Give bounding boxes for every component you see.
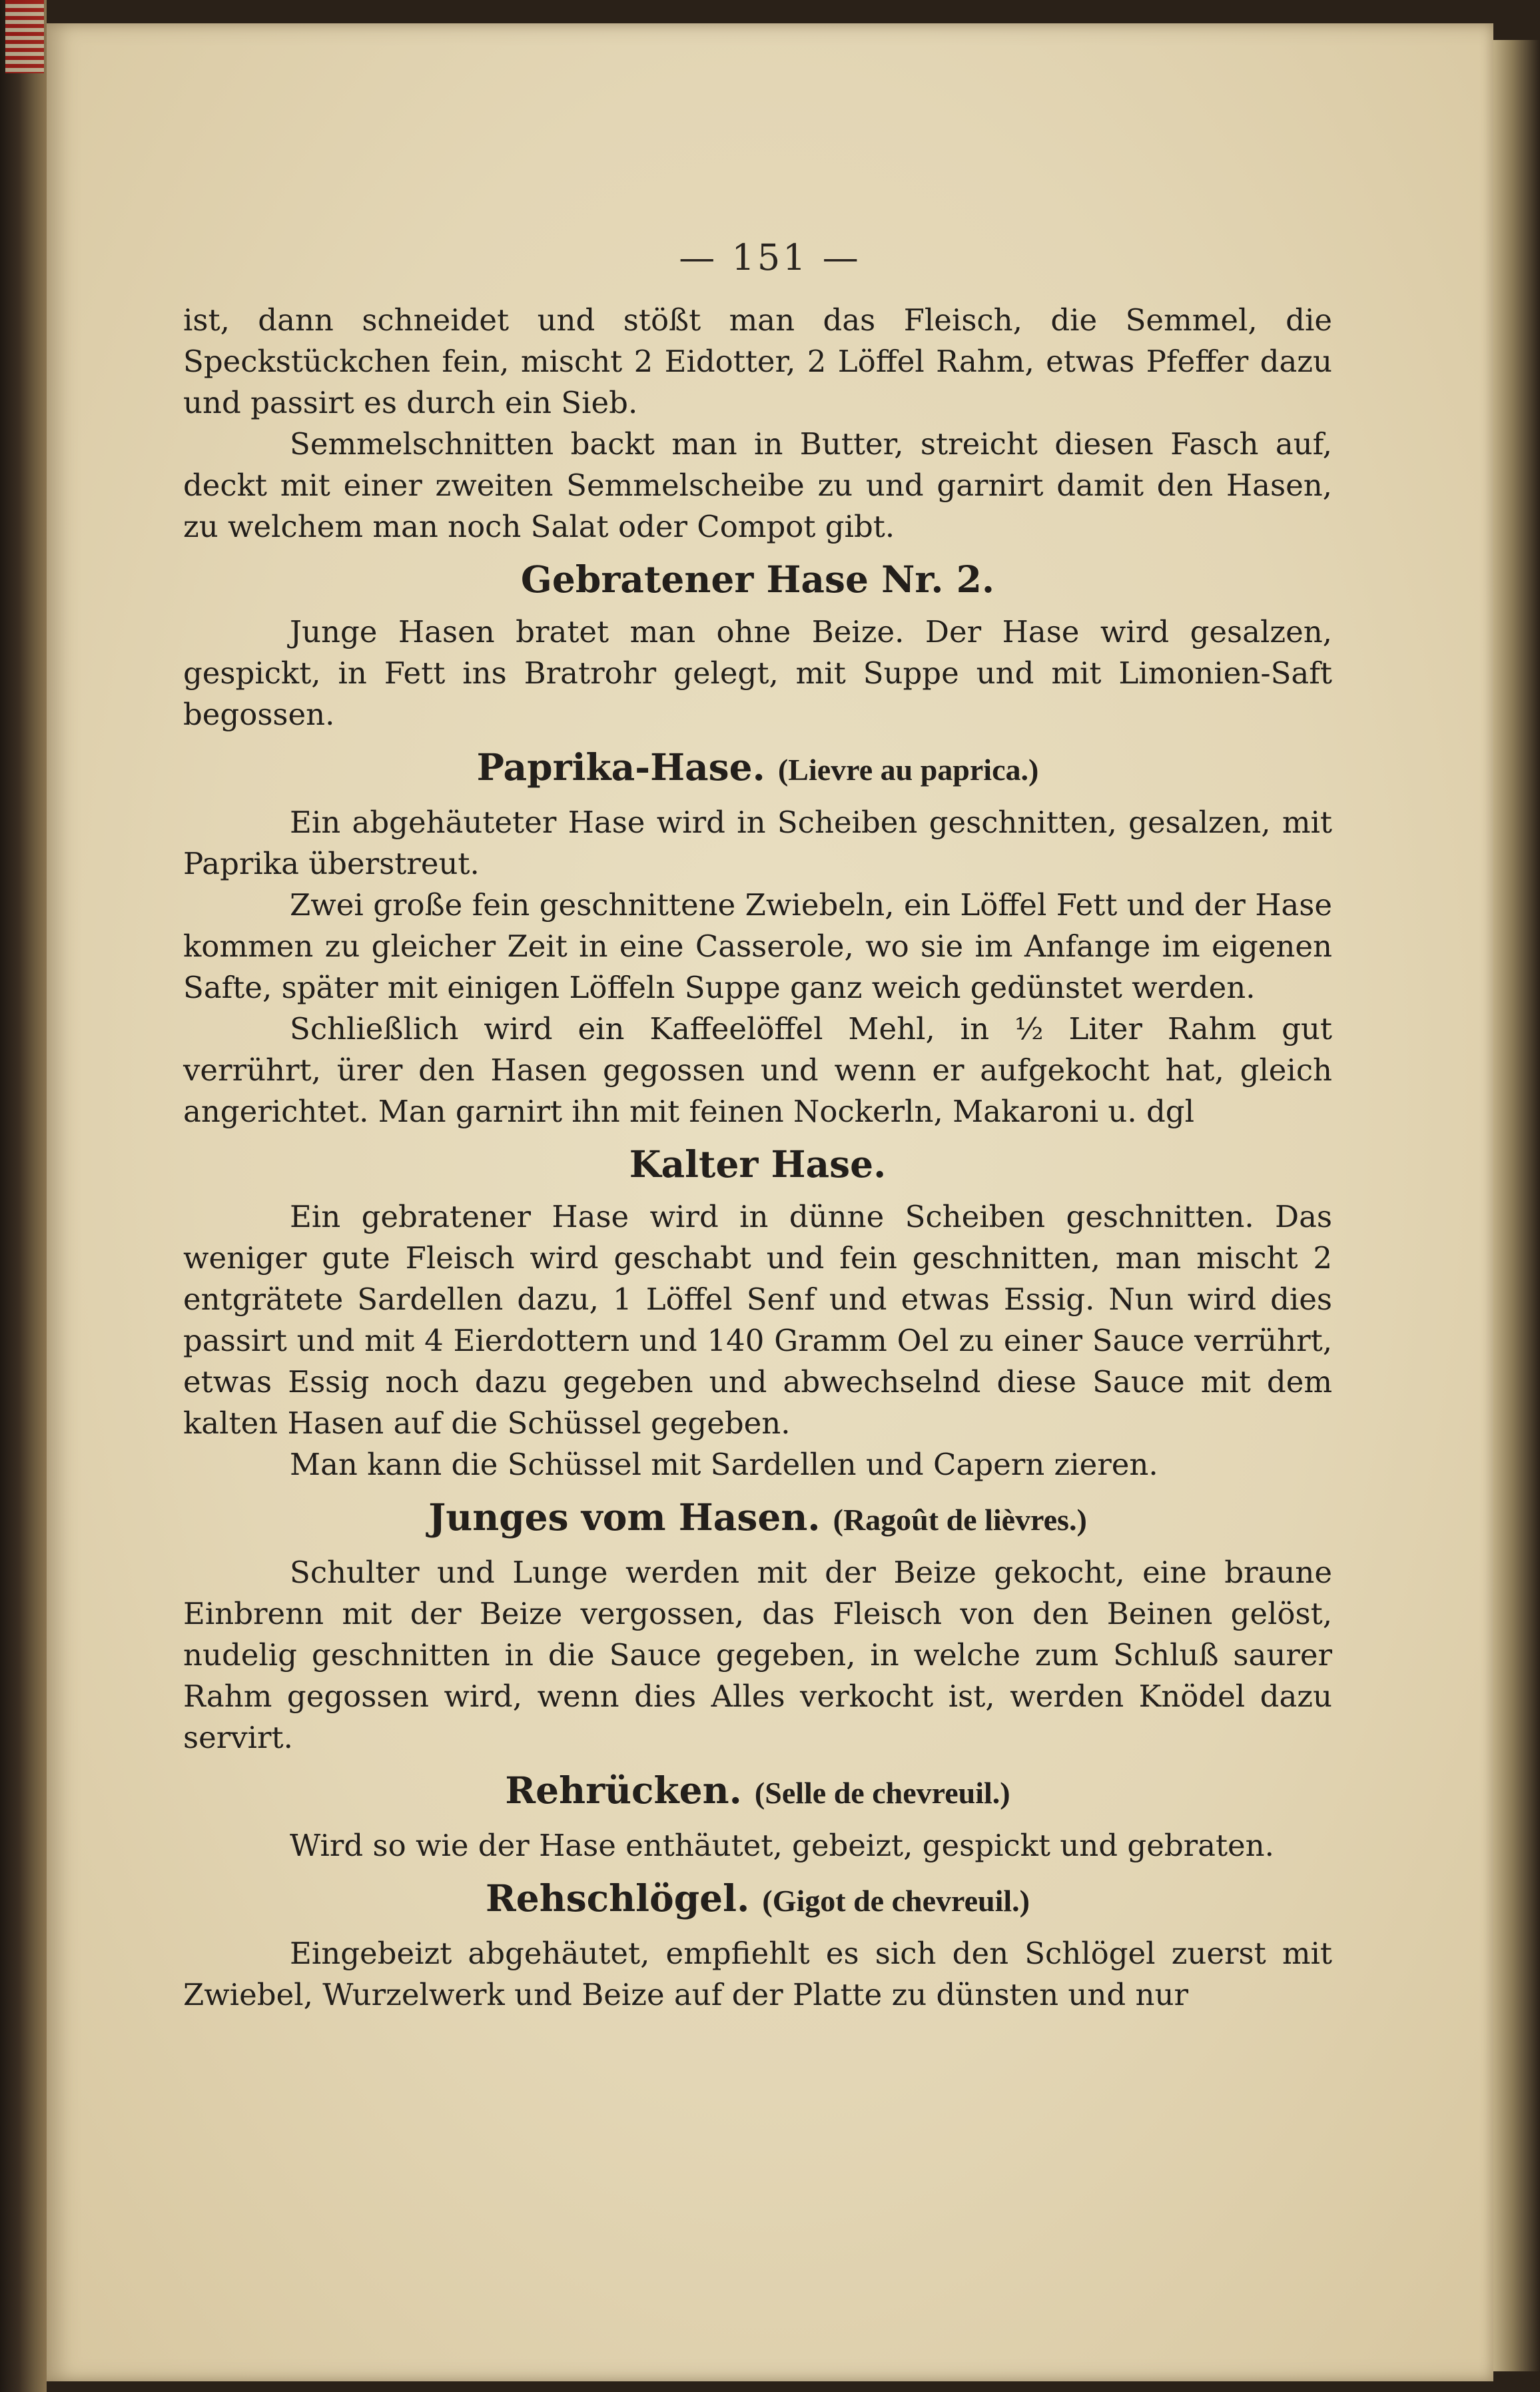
section-title: Junges vom Hasen. (Ragoût de lièvres.) xyxy=(428,1495,1087,1539)
paragraph: Junge Hasen bratet man ohne Beize. Der Hase wird gesalzen, gespickt, in Fett ins Bratrohr gelegt, mit Suppe und mit Limonien-Saft begossen. xyxy=(183,614,1332,732)
ribbon-marker xyxy=(5,0,44,73)
section-title: Paprika-Hase. (Lievre au paprica.) xyxy=(476,745,1039,789)
paragraph: ist, dann schneidet und stößt man das Fleisch, die Semmel, die Speckstückchen fein, mischt 2 Eidotter, 2 Löffel Rahm, etwas Pfeffer dazu und passirt es durch ein Sieb. xyxy=(183,302,1332,420)
section-title: Rehrücken. (Selle de chevreuil.) xyxy=(505,1769,1010,1812)
paragraph: Zwei große fein geschnittene Zwiebeln, ein Löffel Fett und der Hase kommen zu gleicher Zeit in eine Casserole, wo sie im Anfange im eigenen Safte, später mit einigen Löffeln Suppe ganz weich gedünstet werden. xyxy=(183,887,1332,1005)
paragraph: Eingebeizt abgehäutet, empfiehlt es sich den Schlögel zuerst mit Zwiebel, Wurzelwerk und Beize auf der Platte zu dünsten und nur xyxy=(183,1936,1332,2012)
page-number: — 151 — xyxy=(679,236,861,278)
paragraph: Schulter und Lunge werden mit der Beize gekocht, eine braune Einbrenn mit der Beize vergossen, das Fleisch von den Beinen gelöst, nudelig geschnitten in die Sauce gegeben, in welche zum Schluß saurer Rahm gegossen wird, wenn dies Alles verkocht ist, werden Knödel dazu servirt. xyxy=(183,1555,1332,1755)
paragraph: Semmelschnitten backt man in Butter, streicht diesen Fasch auf, deckt mit einer zweiten Semmelscheibe zu und garnirt damit den Hasen, zu welchem man noch Salat oder Compot gibt. xyxy=(183,426,1332,544)
paragraph: Ein abgehäuteter Hase wird in Scheiben geschnitten, gesalzen, mit Paprika überstreut. xyxy=(183,805,1332,881)
section-title: Kalter Hase. xyxy=(629,1142,887,1186)
section-title: Rehschlögel. (Gigot de chevreuil.) xyxy=(486,1876,1030,1920)
paragraph: Ein gebratener Hase wird in dünne Scheiben geschnitten. Das weniger gute Fleisch wird geschabt und fein geschnitten, man mischt 2 entgrätete Sardellen dazu, 1 Löffel Senf und etwas Essig. Nun wird dies passirt und mit 4 Eierdottern und 140 Gramm Oel zu einer Sauce verrührt, etwas Essig noch dazu gegeben und abwechselnd diese Sauce mit dem kalten Hasen auf die Schüssel gegeben. xyxy=(183,1199,1332,1441)
section-title: Gebratener Hase Nr. 2. xyxy=(520,558,995,601)
page-edge xyxy=(1493,40,1540,2371)
paragraph: Schließlich wird ein Kaffeelöffel Mehl, in ½ Liter Rahm gut verrührt, ürer den Hasen gegossen und wenn er aufgekocht hat, gleich angerichtet. Man garnirt ihn mit feinen Nockerln, Makaroni u. dgl xyxy=(183,1011,1332,1129)
book-page xyxy=(47,23,1493,2381)
paragraph: Wird so wie der Hase enthäutet, gebeizt, gespickt und gebraten. xyxy=(290,1828,1274,1863)
page-content xyxy=(183,300,1332,2016)
paragraph: Man kann die Schüssel mit Sardellen und Capern zieren. xyxy=(290,1447,1158,1482)
book-binding xyxy=(0,0,47,2392)
